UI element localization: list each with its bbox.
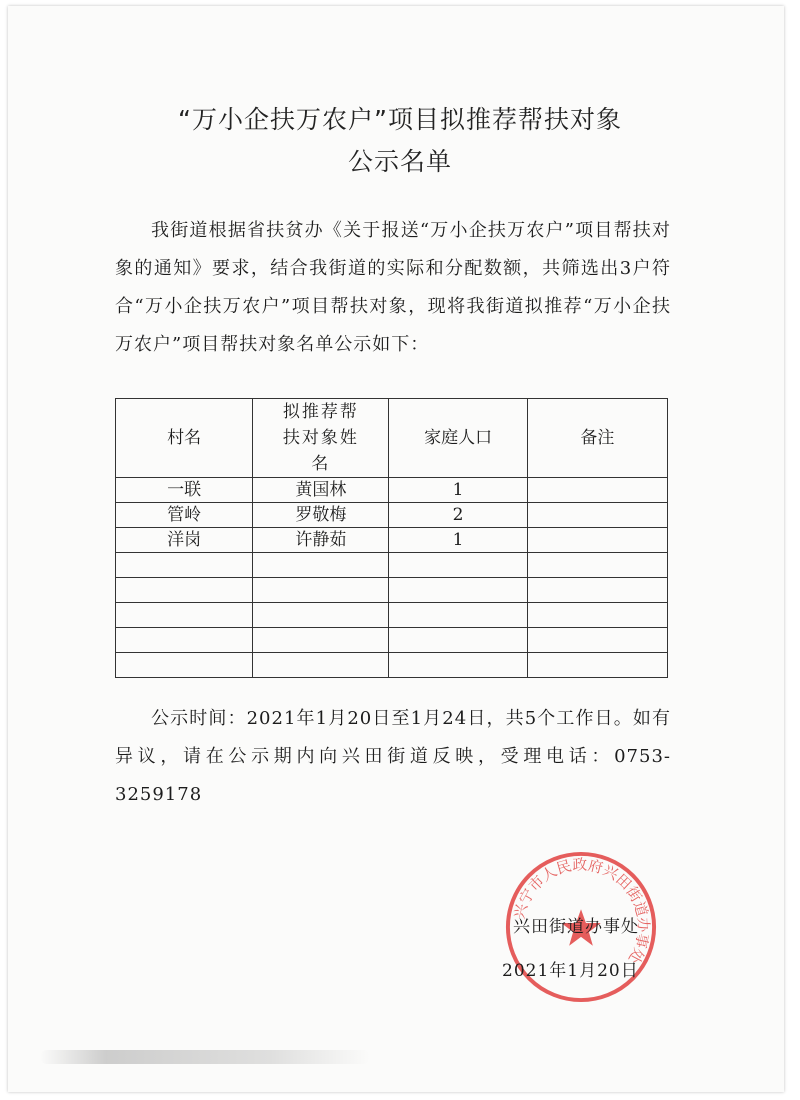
table-row xyxy=(116,553,668,578)
cell-name: 许静茹 xyxy=(253,528,389,553)
cell-household xyxy=(389,578,527,603)
cell-name xyxy=(253,628,389,653)
table-row xyxy=(116,478,668,503)
cell-remarks xyxy=(527,503,667,528)
table-row xyxy=(116,578,668,603)
notice-paragraph: 公示时间：2021年1月20日至1月24日，共5个工作日。如有异议，请在公示期内向兴田街道反映，受理电话：0753-3259178 xyxy=(115,708,671,805)
seal-text-path: 兴宁市人民政府兴田街道办事处 xyxy=(511,856,652,967)
cell-village xyxy=(116,553,253,578)
cell-remarks xyxy=(527,603,667,628)
table-row xyxy=(116,628,668,653)
cell-remarks xyxy=(527,628,667,653)
cell-name: 黄国林 xyxy=(253,478,389,503)
cell-name xyxy=(253,653,389,678)
cell-name: 罗敬梅 xyxy=(253,503,389,528)
cell-household xyxy=(389,553,527,578)
table-row xyxy=(116,603,668,628)
table-row xyxy=(116,528,668,553)
header-village: 村名 xyxy=(116,399,253,478)
cell-household: 2 xyxy=(389,503,527,528)
cell-name xyxy=(253,578,389,603)
scan-smudge xyxy=(40,1050,370,1064)
cell-village: 一联 xyxy=(116,478,253,503)
table-row xyxy=(116,653,668,678)
cell-remarks xyxy=(527,578,667,603)
cell-household xyxy=(389,628,527,653)
cell-household: 1 xyxy=(389,478,527,503)
header-recipient-name xyxy=(253,399,389,478)
cell-village xyxy=(116,603,253,628)
header-remarks: 备注 xyxy=(527,399,667,478)
cell-village: 管岭 xyxy=(116,503,253,528)
cell-name xyxy=(253,553,389,578)
header-recipient-name-text: 拟推荐帮扶对象姓名 xyxy=(282,402,359,474)
recipient-table xyxy=(115,398,668,678)
cell-name xyxy=(253,603,389,628)
table-row xyxy=(116,503,668,528)
cell-remarks xyxy=(527,553,667,578)
document-title: “万小企扶万农户”项目拟推荐帮扶对象 xyxy=(178,105,622,134)
document-subtitle: 公示名单 xyxy=(347,147,452,176)
header-household-size: 家庭人口 xyxy=(389,399,527,478)
cell-village xyxy=(116,653,253,678)
issue-date: 2021年1月20日 xyxy=(502,961,639,981)
cell-household xyxy=(389,603,527,628)
cell-household xyxy=(389,653,527,678)
issuing-office: 兴田街道办事处 xyxy=(513,917,639,937)
cell-village: 洋岗 xyxy=(116,528,253,553)
cell-remarks xyxy=(527,528,667,553)
cell-village xyxy=(116,578,253,603)
cell-remarks xyxy=(527,478,667,503)
cell-remarks xyxy=(527,653,667,678)
table-header-row xyxy=(116,399,668,478)
intro-paragraph: 我街道根据省扶贫办《关于报送“万小企扶万农户”项目帮扶对象的通知》要求，结合我街道的实际和分配数额，共筛选出3户符合“万小企扶万农户”项目帮扶对象，现将我街道拟推荐“万小企扶万农户”项目帮扶对象名单公示如下： xyxy=(115,220,671,355)
cell-village xyxy=(116,628,253,653)
cell-household: 1 xyxy=(389,528,527,553)
